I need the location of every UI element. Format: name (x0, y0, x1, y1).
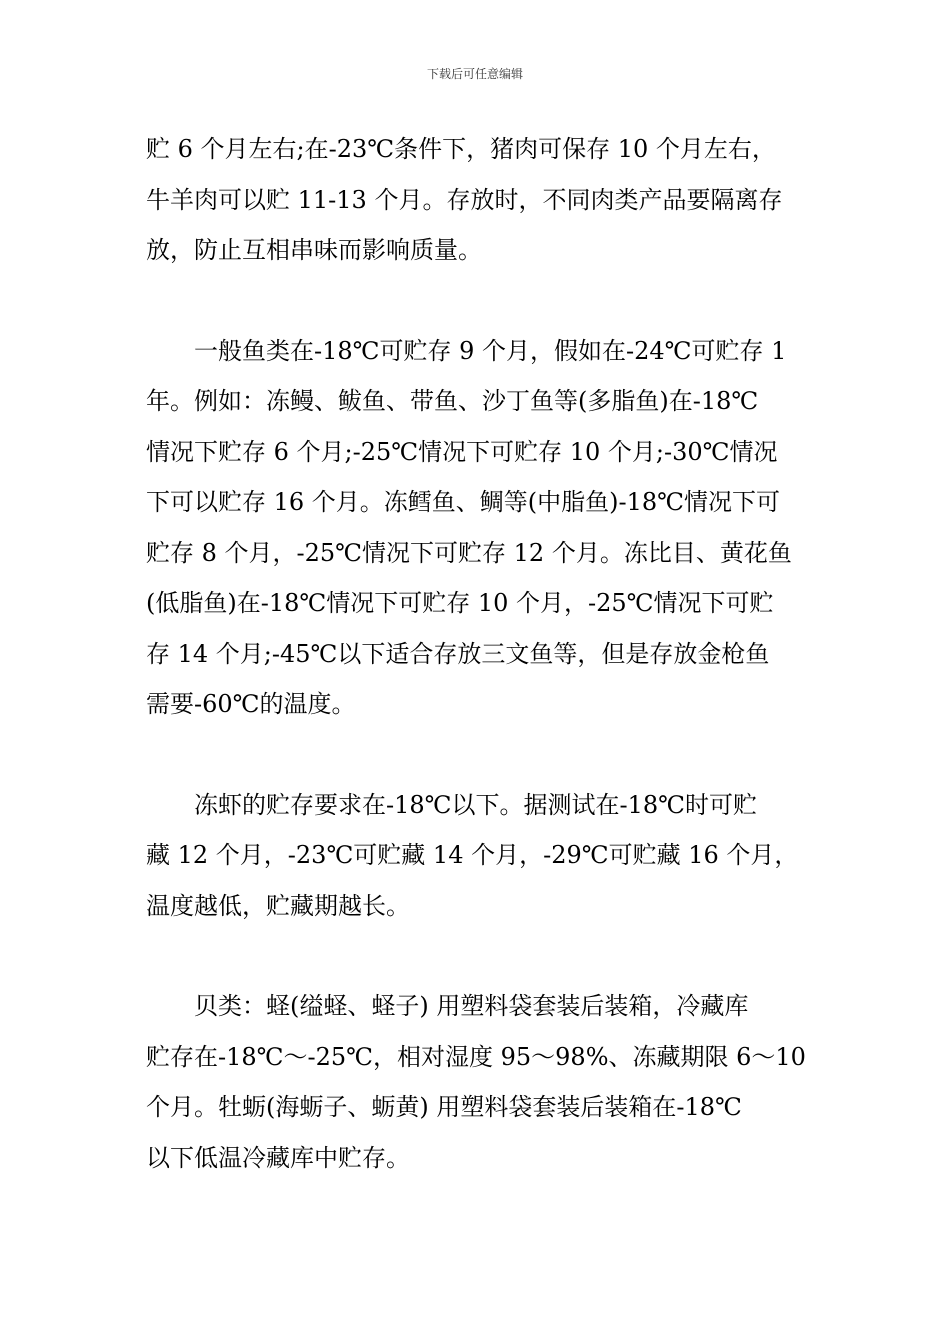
text-line: 情况下贮存 6 个月;-25℃情况下可贮存 10 个月;-30℃情况 (146, 437, 778, 466)
text-line: 贮存 8 个月，-25℃情况下可贮存 12 个月。冻比目、黄花鱼 (146, 538, 792, 567)
text-line: 一般鱼类在-18℃可贮存 9 个月，假如在-24℃可贮存 1 (146, 336, 787, 365)
paragraph-shellfish-storage (146, 981, 810, 1183)
text-line: 年。例如：冻鳗、鲅鱼、带鱼、沙丁鱼等(多脂鱼)在-18℃ (146, 387, 759, 415)
paragraph-spacer (146, 730, 810, 780)
text-line: 贮 6 个月左右;在-23℃条件下，猪肉可保存 10 个月左右， (146, 135, 776, 163)
paragraph-shrimp-storage (146, 780, 810, 932)
paragraph-spacer (146, 931, 810, 981)
paragraph-fish-storage (146, 326, 810, 730)
document-body (146, 124, 810, 1183)
text-line: 以下低温冷藏库中贮存。 (146, 1143, 410, 1172)
text-line: (低脂鱼)在-18℃情况下可贮存 10 个月，-25℃情况下可贮 (146, 589, 774, 617)
text-line: 下可以贮存 16 个月。冻鳕鱼、鲷等(中脂鱼)-18℃情况下可 (146, 488, 781, 516)
text-line: 存 14 个月;-45℃以下适合存放三文鱼等，但是存放金枪鱼 (146, 639, 770, 668)
text-line: 需要-60℃的温度。 (146, 690, 356, 718)
text-line: 个月。牡蛎(海蛎子、蛎黄) 用塑料袋套装后装箱在-18℃ (146, 1093, 742, 1121)
paragraph-meat-storage (146, 124, 810, 276)
text-line: 冻虾的贮存要求在-18℃以下。据测试在-18℃时可贮 (146, 790, 757, 819)
text-line: 牛羊肉可以贮 11-13 个月。存放时，不同肉类产品要隔离存 (146, 185, 783, 214)
text-line: 放，防止互相串味而影响质量。 (146, 236, 482, 264)
text-line: 藏 12 个月，-23℃可贮藏 14 个月，-29℃可贮藏 16 个月， (146, 841, 799, 869)
page-header: 下载后可任意编辑 (426, 67, 523, 81)
paragraph-spacer (146, 276, 810, 326)
text-line: 贝类：蛏(缢蛏、蛏子) 用塑料袋套装后装箱，冷藏库 (146, 992, 749, 1020)
text-line: 温度越低，贮藏期越长。 (146, 891, 410, 920)
text-line: 贮存在-18℃～-25℃，相对湿度 95～98%、冻藏期限 6～10 (146, 1042, 806, 1071)
